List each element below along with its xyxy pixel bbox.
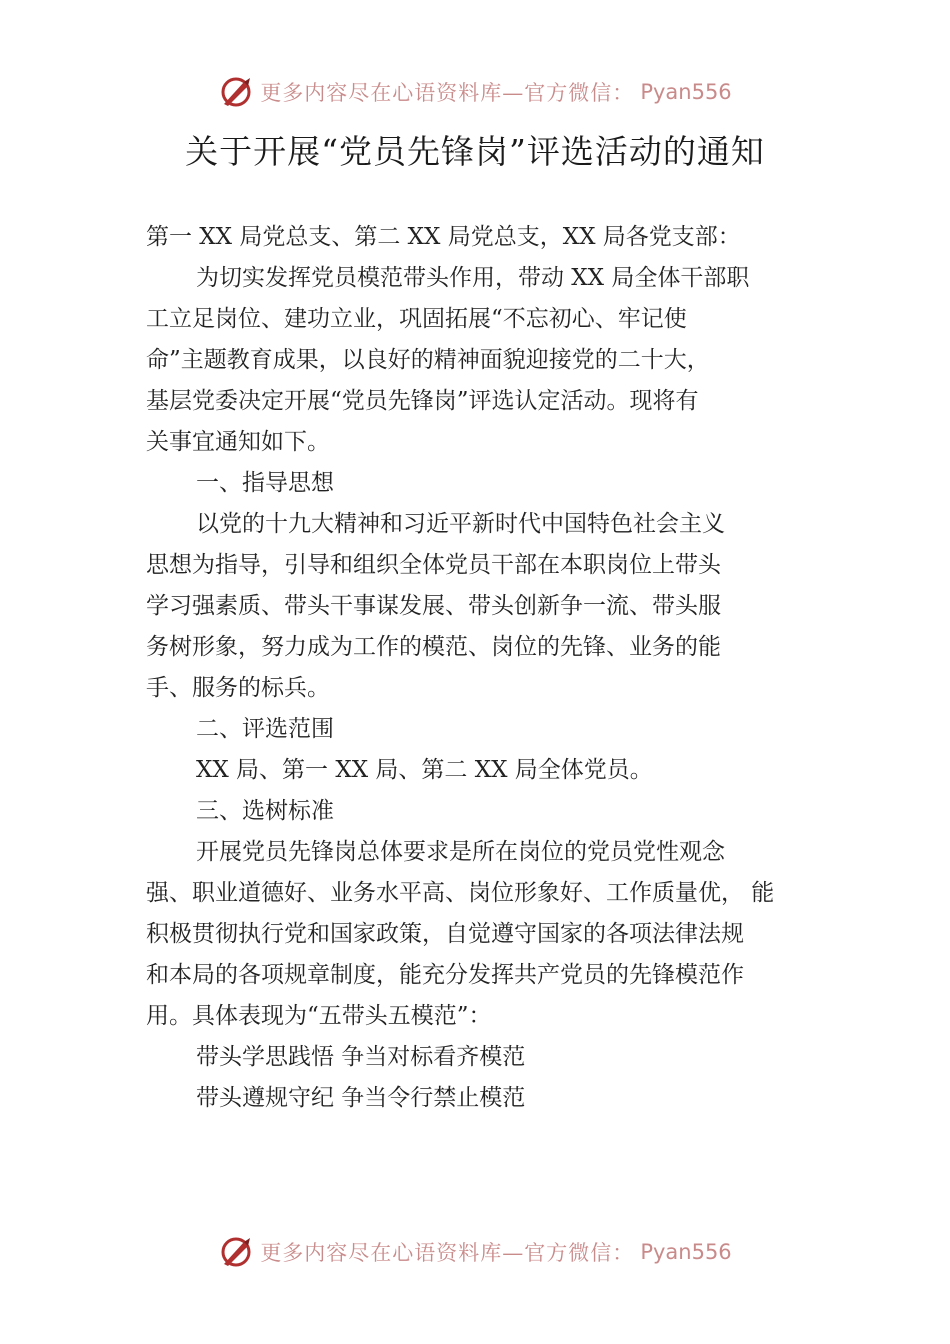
section1-paragraph [146, 504, 826, 709]
section1-line: 以党的十九大精神和习近平新时代中国特色社会主义 [196, 511, 725, 537]
pen-logo-icon [218, 1234, 254, 1270]
standard-item: 带头遵规守纪 争当令行禁止模范 [196, 1085, 526, 1111]
section3-paragraph [146, 832, 826, 1037]
watermark-wechat-id: Pyan556 [640, 80, 732, 104]
watermark-wechat-id: Pyan556 [640, 1240, 732, 1264]
intro-line: 关事宜通知如下。 [146, 429, 330, 455]
intro-paragraph [146, 258, 826, 463]
watermark-text: 更多内容尽在心语资料库—官方微信： [260, 81, 635, 105]
section3-line: 和本局的各项规章制度，能充分发挥共产党员的先锋模范作 [146, 962, 744, 988]
intro-line: 命”主题教育成果，以良好的精神面貌迎接党的二十大， [146, 347, 710, 373]
section1-line: 思想为指导，引导和组织全体党员干部在本职岗位上带头 [146, 552, 721, 578]
watermark-text: 更多内容尽在心语资料库—官方微信： [260, 1241, 635, 1265]
section1-line: 手、服务的标兵。 [146, 675, 330, 701]
intro-line: 为切实发挥党员模范带头作用，带动 XX 局全体干部职 [196, 265, 750, 291]
document-body [146, 217, 826, 1119]
watermark-footer [0, 1232, 950, 1272]
section-heading-selection-scope: 二、评选范围 [196, 716, 334, 742]
pen-logo-icon [218, 74, 254, 110]
section-heading-guiding-ideology: 一、指导思想 [196, 470, 334, 496]
intro-line: 工立足岗位、建功立业，巩固拓展“不忘初心、牢记使 [146, 306, 687, 332]
section1-line: 务树形象，努力成为工作的模范、岗位的先锋、业务的能 [146, 634, 721, 660]
section2-text: XX 局、第一 XX 局、第二 XX 局全体党员。 [196, 757, 653, 783]
section3-line: 积极贯彻执行党和国家政策，自觉遵守国家的各项法律法规 [146, 921, 744, 947]
watermark-header [0, 72, 950, 112]
intro-line: 基层党委决定开展“党员先锋岗”评选认定活动。现将有 [146, 388, 699, 414]
section-heading-selection-standards: 三、选树标准 [196, 798, 334, 824]
section3-line: 开展党员先锋岗总体要求是所在岗位的党员党性观念 [196, 839, 725, 865]
section1-line: 学习强素质、带头干事谋发展、带头创新争一流、带头服 [146, 593, 721, 619]
standard-item: 带头学思践悟 争当对标看齐模范 [196, 1044, 526, 1070]
salutation: 第一 XX 局党总支、第二 XX 局党总支，XX 局各党支部： [146, 224, 741, 250]
section3-line: 用。具体表现为“五带头五模范”： [146, 1003, 492, 1029]
document-title: 关于开展“党员先锋岗”评选活动的通知 [185, 132, 765, 171]
section3-line: 强、职业道德好、业务水平高、岗位形象好、工作质量优， 能 [146, 880, 775, 906]
